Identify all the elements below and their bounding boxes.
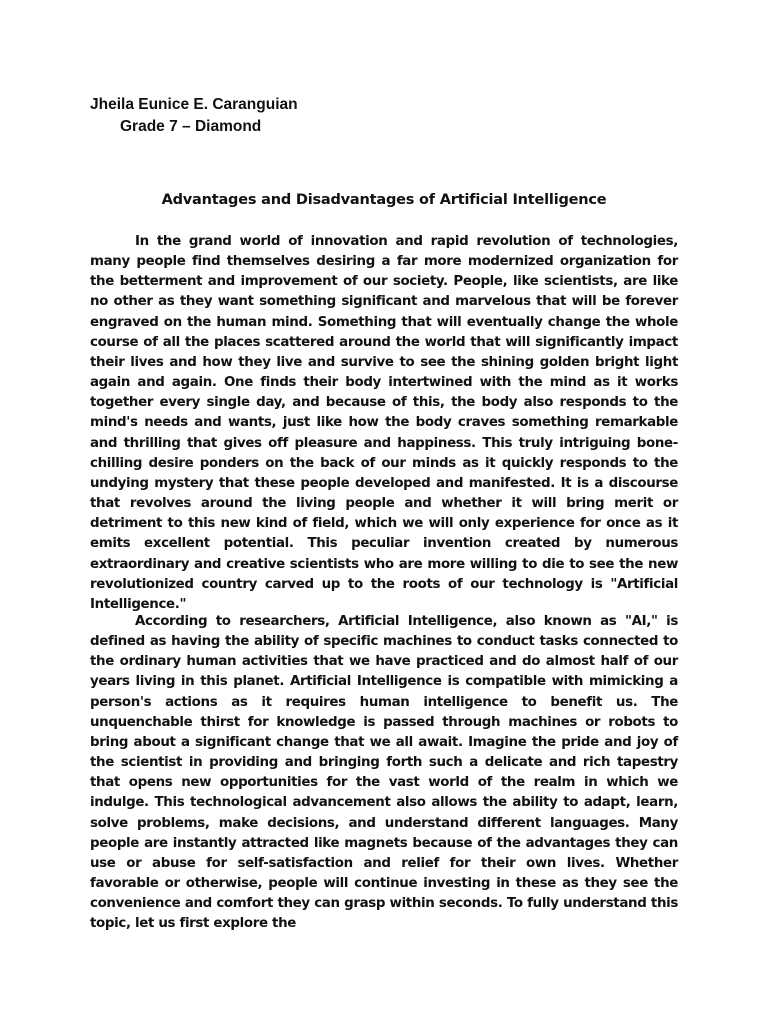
- paragraph-2: According to researchers, Artificial Intelligence, also known as "AI," is defined as having the ability of specific machines to conduct tasks connected to the ordinary human activities that we have practiced and do almost half of our years living in this planet. Artificial Intelligence is compatible with mimicking a person's actions as it requires human intelligence to benefit us. The unquenchable thirst for knowledge is passed through machines or robots to bring about a significant change that we all await. Imagine the pride and joy of the scientist in providing and bringing forth such a delicate and rich tapestry that opens new opportunities for the vast world of the realm in which we indulge. This technological advancement also allows the ability to adapt, learn, solve problems, make decisions, and understand different languages. Many people are instantly attracted like magnets because of the advantages they can use or abuse for self-satisfaction and relief for their own lives. Whether favorable or otherwise, people will continue investing in these as they see the convenience and comfort they can grasp within seconds. To fully understand this topic, let us first explore the: [90, 614, 678, 932]
- author-name: Jheila Eunice E. Caranguian: [90, 96, 298, 113]
- author-grade: Grade 7 – Diamond: [120, 118, 262, 135]
- document-title: Advantages and Disadvantages of Artificial Intelligence: [161, 192, 607, 208]
- author-block: [90, 94, 298, 138]
- paragraph-1: In the grand world of innovation and rapid revolution of technologies, many people find themselves desiring a far more modernized organization for the betterment and improvement of our society. People, like scientists, are like no other as they want something significant and marvelous that will be forever engraved on the human mind. Something that will eventually change the whole course of all the places scattered around the world that will significantly impact their lives and how they live and survive to see the shining golden bright light again and again. One finds their body intertwined with the mind as it works together every single day, and because of this, the body also responds to the mind's needs and wants, just like how the body craves something remarkable and thrilling that gives off pleasure and happiness. This truly intriguing bone-chilling desire ponders on the back of our minds as it quickly responds to the undying mystery that these people developed and manifested. It is a discourse that revolves around the living people and whether it will bring merit or detriment to this new kind of field, which we will only experience for once as it emits excellent potential. This peculiar invention created by numerous extraordinary and creative scientists who are more willing to die to see the new revolutionized country carved up to the roots of our technology is "Artificial Intelligence.": [90, 234, 678, 612]
